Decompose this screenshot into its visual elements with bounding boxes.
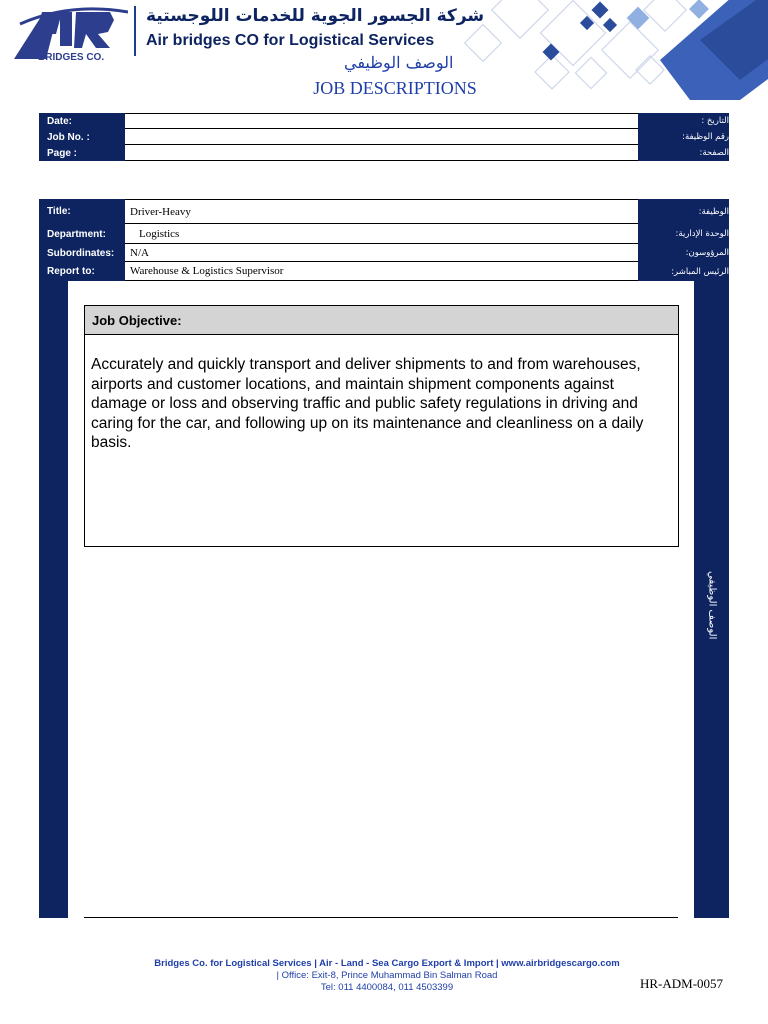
- footer-line-2: | Office: Exit-8, Prince Muhammad Bin Salman Road: [276, 970, 498, 981]
- meta-label: Date:: [39, 113, 125, 129]
- meta-label: Page :: [39, 145, 125, 161]
- header-separator: [134, 6, 136, 56]
- side-label-arabic: الوصف الوظيفي: [706, 570, 718, 640]
- info-label: Department:: [39, 224, 125, 244]
- company-name-english: Air bridges CO for Logistical Services: [146, 32, 435, 49]
- date-field[interactable]: [125, 113, 638, 129]
- subordinates-field[interactable]: N/A: [125, 244, 638, 262]
- company-name-arabic: شركة الجسور الجوية للخدمات اللوجستية: [146, 6, 485, 26]
- meta-row-page: [39, 145, 729, 161]
- info-row-title: [39, 199, 729, 224]
- meta-label-arabic: رقم الوظيفة:: [638, 129, 729, 145]
- footer-line-3: Tel: 011 4400084, 011 4503399: [320, 982, 454, 993]
- job-no-field[interactable]: [125, 129, 638, 145]
- bottom-divider: [84, 917, 678, 918]
- report-to-field[interactable]: Warehouse & Logistics Supervisor: [125, 262, 638, 281]
- info-label-arabic: الرئيس المباشر:: [638, 262, 729, 281]
- info-label-arabic: المرؤوسون:: [638, 244, 729, 262]
- department-field[interactable]: Logistics: [125, 224, 638, 244]
- company-logo: [10, 4, 128, 64]
- job-objective-heading: Job Objective:: [85, 306, 678, 335]
- job-objective-box: [84, 305, 679, 547]
- title-field[interactable]: Driver-Heavy: [125, 199, 638, 224]
- job-objective-text: Accurately and quickly transport and deliver shipments to and from warehouses, airports and customer locations, and maintain shipment components against damage or loss and observing traffic and public safety regulations in driving and caring for the car, and following up on its maintenance and cleanliness on a daily basis.: [91, 356, 644, 451]
- left-side-bar: [39, 281, 68, 918]
- document-title: JOB DESCRIPTIONS: [313, 78, 477, 98]
- footer-line-1: Bridges Co. for Logistical Services | Air - Land - Sea Cargo Export & Import | www.airbridgescargo.com: [154, 958, 620, 969]
- meta-label-arabic: الصفحة:: [638, 145, 729, 161]
- info-label: Subordinates:: [39, 244, 125, 262]
- document-code: HR-ADM-0057: [640, 976, 724, 991]
- page-field[interactable]: [125, 145, 638, 161]
- info-label-arabic: الوظيفة:: [638, 199, 729, 224]
- info-label: Title:: [39, 199, 125, 224]
- info-row-department: [39, 224, 729, 244]
- info-row-report-to: [39, 262, 729, 281]
- meta-label: Job No. :: [39, 129, 125, 145]
- info-label-arabic: الوحدة الإدارية:: [638, 224, 729, 244]
- info-row-subordinates: [39, 244, 729, 262]
- meta-row-job-no: [39, 129, 729, 145]
- meta-label-arabic: التاريخ :: [638, 113, 729, 129]
- svg-text:BRIDGES CO.: BRIDGES CO.: [38, 52, 105, 63]
- meta-row-date: [39, 113, 729, 129]
- info-label: Report to:: [39, 262, 125, 281]
- document-title-arabic: الوصف الوظيفي: [344, 53, 454, 72]
